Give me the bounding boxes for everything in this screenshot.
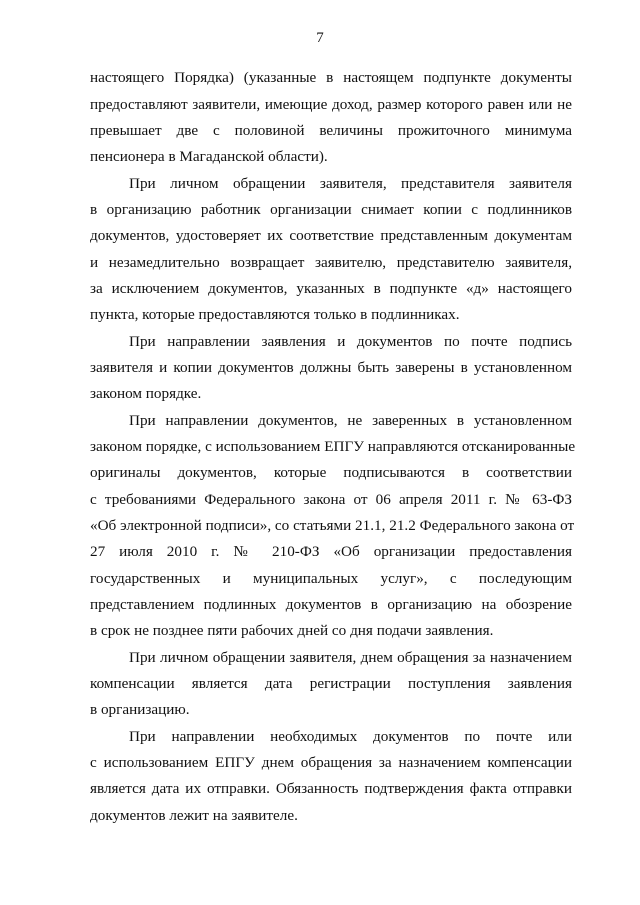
page-number: 7 <box>316 30 324 46</box>
text-line: документов лежит на заявителе. <box>90 807 298 824</box>
text-line: в организацию. <box>90 701 190 718</box>
text-line: При личном обращении заявителя, представителя заявителя <box>129 175 572 192</box>
text-line: государственных и муниципальных услуг», с последующим <box>90 570 572 587</box>
text-line: При направлении документов, не заверенных в установленном <box>129 412 572 429</box>
text-line: пункта, которые предоставляются только в подлинниках. <box>90 306 460 323</box>
text-line: компенсации является дата регистрации поступления заявления <box>90 675 572 692</box>
text-line: законом порядке, с использованием ЕПГУ направляются отсканированные <box>90 438 576 455</box>
text-line: и незамедлительно возвращает заявителю, представителю заявителя, <box>90 254 572 271</box>
text-line: При направлении заявления и документов по почте подпись <box>129 333 572 350</box>
text-line: 27 июля 2010 г. № 210-ФЗ «Об организации предоставления <box>90 543 572 560</box>
text-line: представлением подлинных документов в организацию на обозрение <box>90 596 572 613</box>
text-line: настоящего Порядка) (указанные в настоящем подпункте документы <box>90 69 572 86</box>
text-line: оригиналы документов, которые подписываются в соответствии <box>90 464 572 481</box>
text-line: «Об электронной подписи», со статьями 21.1, 21.2 Федерального закона от <box>90 517 575 534</box>
text-line: документов, удостоверяет их соответствие представленным документам <box>90 227 572 244</box>
text-line: с требованиями Федерального закона от 06 апреля 2011 г. № 63-ФЗ <box>90 491 572 508</box>
text-line: в срок не позднее пяти рабочих дней со дня подачи заявления. <box>90 622 494 639</box>
text-line: за исключением документов, указанных в подпункте «д» настоящего <box>90 280 572 297</box>
text-line: При направлении необходимых документов по почте или <box>129 728 572 745</box>
text-line: При личном обращении заявителя, днем обращения за назначением <box>129 649 572 666</box>
text-line: в организацию работник организации снимает копии с подлинников <box>90 201 572 218</box>
text-line: законом порядке. <box>90 385 202 402</box>
text-line: заявителя и копии документов должны быть заверены в установленном <box>90 359 572 376</box>
text-line: является дата их отправки. Обязанность подтверждения факта отправки <box>90 780 572 797</box>
text-line: предоставляют заявители, имеющие доход, размер которого равен или не <box>90 96 572 113</box>
text-line: с использованием ЕПГУ днем обращения за назначением компенсации <box>90 754 572 771</box>
text-line: превышает две с половиной величины прожиточного минимума <box>90 122 572 139</box>
text-line: пенсионера в Магаданской области). <box>90 148 328 165</box>
